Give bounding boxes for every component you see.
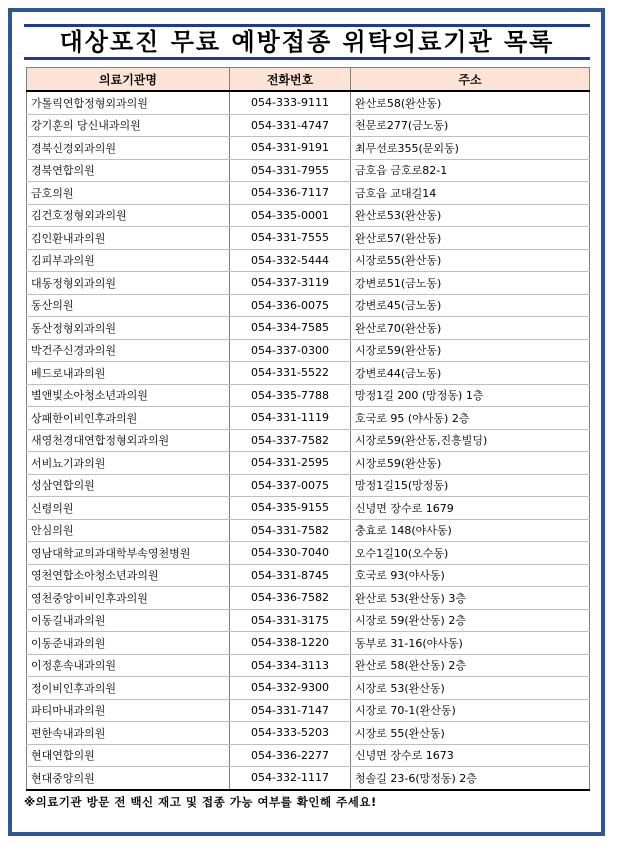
cell-address: 청솔길 23-6(망정동) 2층 xyxy=(351,767,590,790)
table-row xyxy=(27,744,590,767)
page-title: 대상포진 무료 예방접종 위탁의료기관 목록 xyxy=(24,24,590,60)
cell-address: 완산로 58(완산동) 2층 xyxy=(351,654,590,677)
cell-clinic-name: 상패한이비인후과의원 xyxy=(27,407,230,430)
cell-clinic-name: 이동길내과의원 xyxy=(27,609,230,632)
cell-phone: 054-336-0075 xyxy=(230,294,351,317)
cell-phone: 054-335-0001 xyxy=(230,204,351,227)
cell-phone: 054-336-7582 xyxy=(230,587,351,610)
cell-clinic-name: 안심의원 xyxy=(27,519,230,542)
column-header-address: 주소 xyxy=(351,68,590,92)
cell-clinic-name: 영천중앙이비인후과의원 xyxy=(27,587,230,610)
table-row xyxy=(27,249,590,272)
cell-address: 시장로59(완산동) xyxy=(351,452,590,475)
cell-phone: 054-331-7582 xyxy=(230,519,351,542)
cell-phone: 054-335-9155 xyxy=(230,497,351,520)
cell-clinic-name: 김건호정형외과의원 xyxy=(27,204,230,227)
table-row xyxy=(27,137,590,160)
cell-clinic-name: 가톨릭연합정형외과의원 xyxy=(27,91,230,114)
table-row xyxy=(27,317,590,340)
cell-phone: 054-331-2595 xyxy=(230,452,351,475)
cell-phone: 054-331-9191 xyxy=(230,137,351,160)
cell-phone: 054-336-7117 xyxy=(230,182,351,205)
cell-address: 완산로 53(완산동) 3층 xyxy=(351,587,590,610)
cell-address: 천문로277(금노동) xyxy=(351,114,590,137)
table-row xyxy=(27,159,590,182)
cell-clinic-name: 동산정형외과의원 xyxy=(27,317,230,340)
column-header-name: 의료기관명 xyxy=(27,68,230,92)
cell-phone: 054-331-4747 xyxy=(230,114,351,137)
table-header-row xyxy=(27,68,590,92)
cell-address: 망정1길 200 (망정동) 1층 xyxy=(351,384,590,407)
table-row xyxy=(27,294,590,317)
cell-address: 신녕면 장수로 1679 xyxy=(351,497,590,520)
table-row xyxy=(27,654,590,677)
cell-phone: 054-334-7585 xyxy=(230,317,351,340)
cell-phone: 054-331-5522 xyxy=(230,362,351,385)
cell-phone: 054-330-7040 xyxy=(230,542,351,565)
table-row xyxy=(27,677,590,700)
cell-phone: 054-332-9300 xyxy=(230,677,351,700)
table-row xyxy=(27,114,590,137)
cell-address: 시장로 59(완산동) 2층 xyxy=(351,609,590,632)
cell-address: 호국로 95 (야사동) 2층 xyxy=(351,407,590,430)
cell-phone: 054-332-5444 xyxy=(230,249,351,272)
cell-clinic-name: 김인환내과의원 xyxy=(27,227,230,250)
table-row xyxy=(27,722,590,745)
cell-phone: 054-337-7582 xyxy=(230,429,351,452)
cell-clinic-name: 서비뇨기과의원 xyxy=(27,452,230,475)
cell-clinic-name: 경북신경외과의원 xyxy=(27,137,230,160)
cell-address: 신녕면 장수로 1673 xyxy=(351,744,590,767)
table-row xyxy=(27,587,590,610)
cell-clinic-name: 영천연합소아청소년과의원 xyxy=(27,564,230,587)
cell-clinic-name: 이정훈속내과의원 xyxy=(27,654,230,677)
table-row xyxy=(27,339,590,362)
cell-phone: 054-338-1220 xyxy=(230,632,351,655)
cell-phone: 054-331-7955 xyxy=(230,159,351,182)
cell-address: 최무선로355(문외동) xyxy=(351,137,590,160)
cell-address: 오수1길10(오수동) xyxy=(351,542,590,565)
cell-address: 시장로 55(완산동) xyxy=(351,722,590,745)
cell-clinic-name: 박건주신경과의원 xyxy=(27,339,230,362)
table-row xyxy=(27,699,590,722)
table-row xyxy=(27,632,590,655)
table-row xyxy=(27,227,590,250)
table-row xyxy=(27,272,590,295)
cell-phone: 054-331-1119 xyxy=(230,407,351,430)
column-header-phone: 전화번호 xyxy=(230,68,351,92)
cell-address: 강변로44(금노동) xyxy=(351,362,590,385)
table-row xyxy=(27,384,590,407)
cell-clinic-name: 현대연합의원 xyxy=(27,744,230,767)
cell-clinic-name: 경북연합의원 xyxy=(27,159,230,182)
cell-clinic-name: 대동정형외과의원 xyxy=(27,272,230,295)
cell-clinic-name: 김피부과의원 xyxy=(27,249,230,272)
cell-clinic-name: 파티마내과의원 xyxy=(27,699,230,722)
cell-phone: 054-333-5203 xyxy=(230,722,351,745)
cell-phone: 054-337-0075 xyxy=(230,474,351,497)
cell-phone: 054-331-7147 xyxy=(230,699,351,722)
cell-address: 강변로45(금노동) xyxy=(351,294,590,317)
table-row xyxy=(27,182,590,205)
cell-address: 완산로70(완산동) xyxy=(351,317,590,340)
cell-phone: 054-331-3175 xyxy=(230,609,351,632)
cell-clinic-name: 신령의원 xyxy=(27,497,230,520)
cell-phone: 054-331-8745 xyxy=(230,564,351,587)
cell-clinic-name: 편한속내과의원 xyxy=(27,722,230,745)
cell-phone: 054-335-7788 xyxy=(230,384,351,407)
table-row xyxy=(27,204,590,227)
cell-phone: 054-334-3113 xyxy=(230,654,351,677)
cell-clinic-name: 영남대학교의과대학부속영천병원 xyxy=(27,542,230,565)
cell-address: 금호읍 교대길14 xyxy=(351,182,590,205)
footnote: ※의료기관 방문 전 백신 재고 및 접종 가능 여부를 확인해 주세요! xyxy=(24,795,377,809)
table-row xyxy=(27,474,590,497)
cell-address: 완산로57(완산동) xyxy=(351,227,590,250)
cell-clinic-name: 이동준내과의원 xyxy=(27,632,230,655)
cell-phone: 054-331-7555 xyxy=(230,227,351,250)
cell-address: 완산로53(완산동) xyxy=(351,204,590,227)
cell-phone: 054-332-1117 xyxy=(230,767,351,790)
cell-clinic-name: 성삼연합의원 xyxy=(27,474,230,497)
table-row xyxy=(27,91,590,114)
cell-address: 충효로 148(야사동) xyxy=(351,519,590,542)
cell-address: 강변로51(금노동) xyxy=(351,272,590,295)
cell-address: 시장로 53(완산동) xyxy=(351,677,590,700)
clinic-table xyxy=(26,67,590,791)
table-row xyxy=(27,452,590,475)
table-row xyxy=(27,429,590,452)
cell-address: 시장로59(완산동) xyxy=(351,339,590,362)
cell-phone: 054-333-9111 xyxy=(230,91,351,114)
cell-address: 호국로 93(야사동) xyxy=(351,564,590,587)
cell-clinic-name: 새영천경대연합정형외과의원 xyxy=(27,429,230,452)
cell-address: 완산로58(완산동) xyxy=(351,91,590,114)
cell-address: 동부로 31-16(야사동) xyxy=(351,632,590,655)
table-row xyxy=(27,519,590,542)
cell-clinic-name: 강기훈의 당신내과의원 xyxy=(27,114,230,137)
table-row xyxy=(27,564,590,587)
cell-clinic-name: 동산의원 xyxy=(27,294,230,317)
cell-phone: 054-337-0300 xyxy=(230,339,351,362)
cell-phone: 054-336-2277 xyxy=(230,744,351,767)
cell-address: 망정1길15(망정동) xyxy=(351,474,590,497)
cell-address: 시장로 70-1(완산동) xyxy=(351,699,590,722)
cell-clinic-name: 정이비인후과의원 xyxy=(27,677,230,700)
table-row xyxy=(27,497,590,520)
cell-address: 시장로59(완산동,진흥빌딩) xyxy=(351,429,590,452)
cell-clinic-name: 현대중앙의원 xyxy=(27,767,230,790)
table-row xyxy=(27,767,590,790)
cell-address: 시장로55(완산동) xyxy=(351,249,590,272)
cell-phone: 054-337-3119 xyxy=(230,272,351,295)
cell-clinic-name: 별앤빛소아청소년과의원 xyxy=(27,384,230,407)
cell-clinic-name: 금호의원 xyxy=(27,182,230,205)
cell-clinic-name: 베드로내과의원 xyxy=(27,362,230,385)
cell-address: 금호읍 금호로82-1 xyxy=(351,159,590,182)
table-row xyxy=(27,609,590,632)
table-row xyxy=(27,407,590,430)
table-row xyxy=(27,362,590,385)
table-row xyxy=(27,542,590,565)
